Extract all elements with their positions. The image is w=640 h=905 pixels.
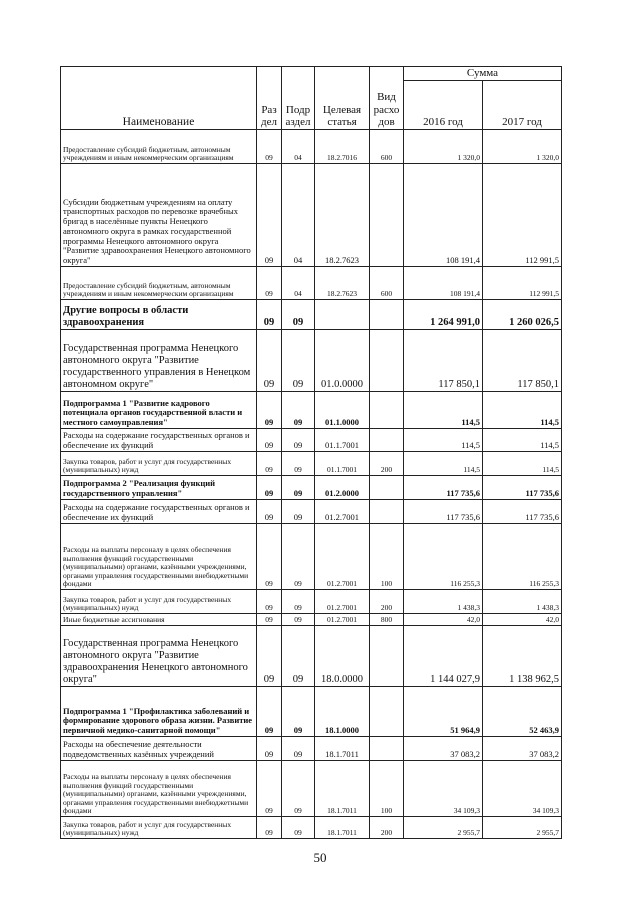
row-vid <box>370 476 404 500</box>
row-podrazdel: 09 <box>282 392 315 429</box>
header-name: Наименование <box>61 67 257 130</box>
row-razdel: 09 <box>257 130 282 164</box>
header-2017: 2017 год <box>483 81 562 130</box>
row-target: 18.1.7011 <box>315 761 370 817</box>
row-name: Расходы на обеспечение деятельности подведомственных казённых учреждений <box>61 737 257 761</box>
table-row <box>61 761 562 817</box>
row-2016: 1 438,3 <box>404 590 483 614</box>
row-razdel: 09 <box>257 429 282 452</box>
row-razdel: 09 <box>257 687 282 737</box>
row-vid: 800 <box>370 614 404 626</box>
header-sum: Сумма <box>404 67 562 81</box>
row-target: 18.1.7011 <box>315 817 370 839</box>
row-2017: 1 260 026,5 <box>483 300 562 330</box>
header-2016: 2016 год <box>404 81 483 130</box>
header-podrazdel: Подр аздел <box>282 67 315 130</box>
row-podrazdel: 09 <box>282 737 315 761</box>
row-podrazdel: 04 <box>282 130 315 164</box>
row-razdel: 09 <box>257 761 282 817</box>
row-podrazdel: 09 <box>282 817 315 839</box>
table-row <box>61 130 562 164</box>
row-podrazdel: 09 <box>282 614 315 626</box>
header-vid: Вид расхо дов <box>370 67 404 130</box>
row-2016: 51 964,9 <box>404 687 483 737</box>
row-target: 01.1.7001 <box>315 429 370 452</box>
row-podrazdel: 09 <box>282 761 315 817</box>
row-razdel: 09 <box>257 500 282 524</box>
header-row-top <box>61 67 562 81</box>
row-target: 18.2.7623 <box>315 164 370 267</box>
row-2016: 117 850,1 <box>404 330 483 392</box>
row-target: 01.1.0000 <box>315 392 370 429</box>
table-row <box>61 500 562 524</box>
row-razdel: 09 <box>257 330 282 392</box>
row-vid <box>370 500 404 524</box>
row-2016: 114,5 <box>404 452 483 476</box>
row-vid <box>370 429 404 452</box>
row-2017: 114,5 <box>483 392 562 429</box>
row-vid <box>370 300 404 330</box>
row-name: Расходы на содержание государственных органов и обеспечение их функций <box>61 429 257 452</box>
row-razdel: 09 <box>257 524 282 590</box>
row-2016: 34 109,3 <box>404 761 483 817</box>
row-2016: 116 255,3 <box>404 524 483 590</box>
row-2017: 37 083,2 <box>483 737 562 761</box>
row-2016: 37 083,2 <box>404 737 483 761</box>
row-2016: 108 191,4 <box>404 267 483 300</box>
header-target: Целевая статья <box>315 67 370 130</box>
row-2017: 114,5 <box>483 452 562 476</box>
row-2016: 1 144 027,9 <box>404 626 483 687</box>
row-2017: 117 735,6 <box>483 476 562 500</box>
row-podrazdel: 09 <box>282 590 315 614</box>
row-2016: 2 955,7 <box>404 817 483 839</box>
row-2017: 52 463,9 <box>483 687 562 737</box>
table-row <box>61 476 562 500</box>
row-vid: 100 <box>370 524 404 590</box>
table-row <box>61 737 562 761</box>
row-target: 01.2.7001 <box>315 524 370 590</box>
row-target: 01.0.0000 <box>315 330 370 392</box>
table-row <box>61 614 562 626</box>
row-podrazdel: 04 <box>282 267 315 300</box>
row-vid <box>370 164 404 267</box>
row-target: 01.2.0000 <box>315 476 370 500</box>
row-razdel: 09 <box>257 614 282 626</box>
row-vid: 200 <box>370 817 404 839</box>
row-2016: 117 735,6 <box>404 476 483 500</box>
row-razdel: 09 <box>257 737 282 761</box>
row-vid <box>370 330 404 392</box>
row-name: Предоставление субсидий бюджетным, автономным учреждениям и иным некоммерческим организациям <box>61 267 257 300</box>
row-2017: 1 320,0 <box>483 130 562 164</box>
row-name: Другие вопросы в области здравоохранения <box>61 300 257 330</box>
table-row <box>61 452 562 476</box>
row-name: Расходы на выплаты персоналу в целях обеспечения выполнения функций государственными (муниципальными) органами, казёнными учреждениями, органами управления государственными внебюджетными фондами <box>61 761 257 817</box>
row-vid <box>370 392 404 429</box>
row-2016: 42,0 <box>404 614 483 626</box>
row-target: 01.2.7001 <box>315 614 370 626</box>
table-row <box>61 267 562 300</box>
row-podrazdel: 09 <box>282 524 315 590</box>
row-2017: 2 955,7 <box>483 817 562 839</box>
row-name: Государственная программа Ненецкого автономного округа "Развитие здравоохранения Ненецкого автономного округа" <box>61 626 257 687</box>
row-razdel: 09 <box>257 392 282 429</box>
row-name: Закупка товаров, работ и услуг для государственных (муниципальных) нужд <box>61 590 257 614</box>
header-razdel: Раз дел <box>257 67 282 130</box>
row-vid: 200 <box>370 452 404 476</box>
row-vid: 600 <box>370 130 404 164</box>
row-2017: 117 850,1 <box>483 330 562 392</box>
row-razdel: 09 <box>257 626 282 687</box>
row-target: 18.1.0000 <box>315 687 370 737</box>
row-vid: 200 <box>370 590 404 614</box>
row-razdel: 09 <box>257 300 282 330</box>
row-podrazdel: 09 <box>282 429 315 452</box>
table-row <box>61 429 562 452</box>
row-vid <box>370 626 404 687</box>
row-podrazdel: 09 <box>282 330 315 392</box>
row-vid <box>370 737 404 761</box>
table-row <box>61 524 562 590</box>
table-row <box>61 817 562 839</box>
row-podrazdel: 09 <box>282 626 315 687</box>
row-2017: 34 109,3 <box>483 761 562 817</box>
row-2017: 112 991,5 <box>483 267 562 300</box>
row-name: Расходы на содержание государственных органов и обеспечение их функций <box>61 500 257 524</box>
row-2017: 112 991,5 <box>483 164 562 267</box>
row-vid <box>370 687 404 737</box>
row-razdel: 09 <box>257 817 282 839</box>
row-2017: 114,5 <box>483 429 562 452</box>
row-vid: 100 <box>370 761 404 817</box>
row-target: 18.1.7011 <box>315 737 370 761</box>
row-2016: 114,5 <box>404 429 483 452</box>
row-2017: 42,0 <box>483 614 562 626</box>
row-target <box>315 300 370 330</box>
budget-rows <box>61 130 562 839</box>
row-name: Государственная программа Ненецкого автономного округа "Развитие государственного управления в Ненецком автономном округе" <box>61 330 257 392</box>
row-name: Предоставление субсидий бюджетным, автономным учреждениям и иным некоммерческим организациям <box>61 130 257 164</box>
row-target: 18.2.7016 <box>315 130 370 164</box>
row-name: Подпрограмма 1 "Развитие кадрового потенциала органов государственной власти и местного самоуправления" <box>61 392 257 429</box>
row-podrazdel: 09 <box>282 500 315 524</box>
row-podrazdel: 09 <box>282 300 315 330</box>
row-target: 18.2.7623 <box>315 267 370 300</box>
row-2017: 117 735,6 <box>483 500 562 524</box>
row-name: Закупка товаров, работ и услуг для государственных (муниципальных) нужд <box>61 817 257 839</box>
row-target: 01.2.7001 <box>315 500 370 524</box>
row-podrazdel: 09 <box>282 452 315 476</box>
row-2016: 117 735,6 <box>404 500 483 524</box>
table-row <box>61 626 562 687</box>
row-vid: 600 <box>370 267 404 300</box>
row-2017: 1 138 962,5 <box>483 626 562 687</box>
table-row <box>61 330 562 392</box>
row-2017: 116 255,3 <box>483 524 562 590</box>
row-razdel: 09 <box>257 590 282 614</box>
row-podrazdel: 09 <box>282 476 315 500</box>
row-razdel: 09 <box>257 476 282 500</box>
row-2017: 1 438,3 <box>483 590 562 614</box>
row-name: Подпрограмма 2 "Реализация функций государственного управления" <box>61 476 257 500</box>
row-2016: 1 320,0 <box>404 130 483 164</box>
row-podrazdel: 04 <box>282 164 315 267</box>
row-name: Субсидии бюджетным учреждениям на оплату транспортных расходов по перевозке врачебных бригад в населённые пункты Ненецкого автономного округа в рамках государственной программы Ненецкого автономного округа "Развитие здравоохранения Ненецкого автономного округа" <box>61 164 257 267</box>
row-podrazdel: 09 <box>282 687 315 737</box>
row-name: Закупка товаров, работ и услуг для государственных (муниципальных) нужд <box>61 452 257 476</box>
row-name: Иные бюджетные ассигнования <box>61 614 257 626</box>
table-row <box>61 300 562 330</box>
row-target: 01.1.7001 <box>315 452 370 476</box>
row-2016: 108 191,4 <box>404 164 483 267</box>
table-row <box>61 590 562 614</box>
row-razdel: 09 <box>257 267 282 300</box>
table-row <box>61 392 562 429</box>
table-row <box>61 687 562 737</box>
row-razdel: 09 <box>257 452 282 476</box>
row-target: 01.2.7001 <box>315 590 370 614</box>
row-razdel: 09 <box>257 164 282 267</box>
row-2016: 1 264 991,0 <box>404 300 483 330</box>
row-2016: 114,5 <box>404 392 483 429</box>
page-number: 50 <box>313 850 327 865</box>
table-row <box>61 164 562 267</box>
budget-table <box>60 66 562 839</box>
row-name: Расходы на выплаты персоналу в целях обеспечения выполнения функций государственными (муниципальными) органами, казёнными учреждениями, органами управления государственными внебюджетными фондами <box>61 524 257 590</box>
row-name: Подпрограмма 1 "Профилактика заболеваний и формирование здорового образа жизни. Развитие первичной медико-санитарной помощи" <box>61 687 257 737</box>
row-target: 18.0.0000 <box>315 626 370 687</box>
